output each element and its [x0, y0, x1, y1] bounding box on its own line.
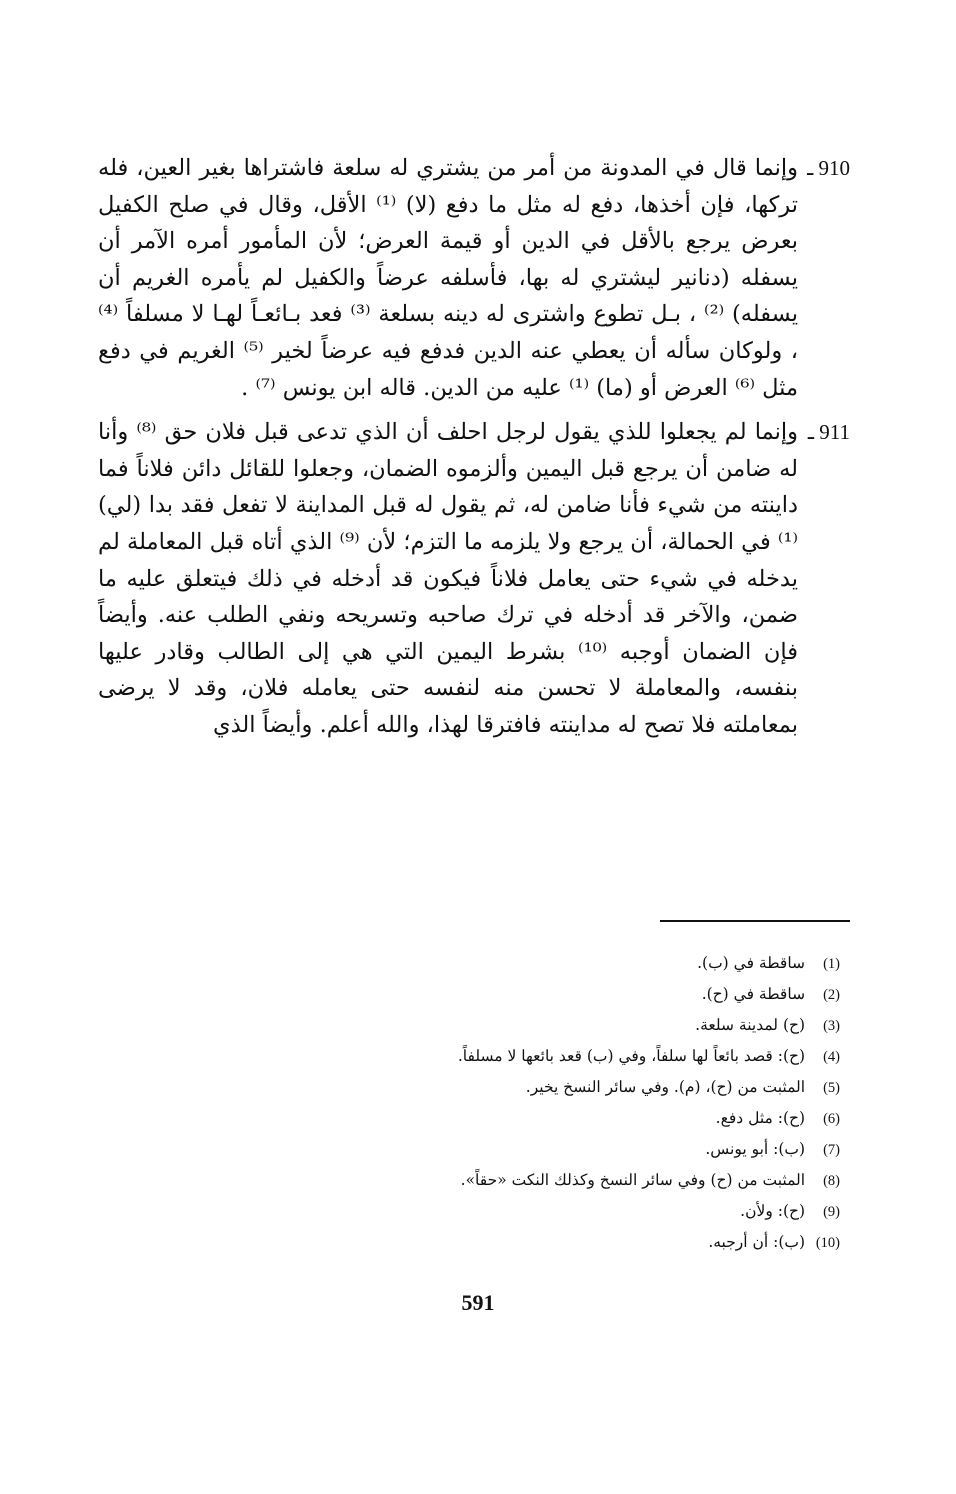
paragraph-text: وإنما قال في المدونة من أمر من يشتري له سلعة فاشتراها بغير العين، فله تركها، فإن أخذها، دفع له مثل ما دفع (لا) ⁽¹⁾ الأقل، وقال في صلح الكفيل بعرض يرجع بالأقل في الدين أو قيمة العرض؛ لأن المأمور أمره الآمر أن يسفله (دنانير ليشتري له بها، فأسلفه عرضاً والكفيل لم يأمره الغريم أن يسفله) ⁽²⁾ ، بـل تطوع واشترى له دينه بسلعة ⁽³⁾ فعد بـائعـاً لهـا لا مسلفاً ⁽⁴⁾ ، ولوكان سأله أن يعطي عنه الدين فدفع فيه عرضاً لخير ⁽⁵⁾ الغريم في دفع مثل ⁽⁶⁾ العرض أو (ما) ⁽¹⁾ عليه من الدين. قاله ابن يونس ⁽⁷⁾ . — [98, 155, 799, 401]
footnote-text: ساقطة في (ح). — [701, 985, 806, 1003]
footnote — [300, 948, 840, 979]
footnote — [300, 1196, 840, 1227]
footnote — [300, 1041, 840, 1072]
footnote-number: (3) — [823, 1018, 840, 1034]
footnote-text: (ح) لمدينة سلعة. — [695, 1016, 806, 1034]
footnote-number: (6) — [823, 1111, 840, 1127]
footnote-text: المثبت من (ح) وفي سائر النسخ وكذلك النكت «حقاً». — [460, 1171, 806, 1189]
footnote-number: (10) — [815, 1235, 840, 1251]
footnote-text: (ح): مثل دفع. — [715, 1109, 806, 1127]
footnote-divider — [660, 920, 850, 922]
paragraph-910 — [98, 150, 850, 406]
paragraph-911 — [98, 414, 850, 743]
footnote-number: (8) — [823, 1173, 840, 1189]
footnote — [300, 979, 840, 1010]
footnote — [300, 1010, 840, 1041]
footnote-number: (1) — [823, 956, 840, 972]
main-text — [98, 150, 850, 752]
paragraph-text: وإنما لم يجعلوا للذي يقول لرجل احلف أن الذي تدعى قبل فلان حق ⁽⁸⁾ وأنا له ضامن أن يرجع قبل اليمين وألزموه الضمان، وجعلوا للقائل دائن فلاناً فما داينته من شيء فأنا ضامن له، ثم يقول له قبل المداينة لا تفعل فقد بدا (لي) ⁽¹⁾ في الحمالة، أن يرجع ولا يلزمه ما التزم؛ لأن ⁽⁹⁾ الذي أتاه قبل المعاملة لم يدخله في شيء حتى يعامل فلاناً فيكون قد أدخله في ذلك فيتعلق عليه ما ضمن، والآخر قد أدخله في ترك صاحبه وتسريحه ونفي الطلب عنه. وأيضاً فإن الضمان أوجبه ⁽¹⁰⁾ بشرط اليمين التي هي إلى الطالب وقادر عليها بنفسه، والمعاملة لا تحسن منه لنفسه حتى يعامله فلان، وقد لا يرضى بمعاملته فلا تصح له مداينته فافترقا لهذا، والله أعلم. وأيضاً الذي — [98, 419, 799, 738]
footnote-text: ساقطة في (ب). — [697, 954, 806, 972]
footnote-number: (2) — [823, 987, 840, 1003]
footnote — [300, 1134, 840, 1165]
paragraph-number: 910 ـ — [807, 156, 850, 180]
footnote — [300, 1103, 840, 1134]
page-number: 591 — [461, 1290, 495, 1315]
footnote-text: (ب): أن أرجبه. — [708, 1233, 806, 1251]
footnote-text: (ح): قصد بائعاً لها سلفاً، وفي (ب) قعد بائعها لا مسلفاً. — [457, 1047, 806, 1065]
footnote-text: (ب): أبو يونس. — [705, 1140, 806, 1158]
footnote-number: (4) — [823, 1049, 840, 1065]
footnote-number: (7) — [823, 1142, 840, 1158]
footnote-text: (ح): ولأن. — [740, 1202, 806, 1220]
footnote-text: المثبت من (ح)، (م). وفي سائر النسخ يخير. — [525, 1078, 806, 1096]
footnote — [300, 1227, 840, 1258]
paragraph-number: 911 ـ — [807, 420, 850, 445]
footnote-number: (5) — [823, 1080, 840, 1096]
footnote — [300, 1165, 840, 1196]
footnote — [300, 1072, 840, 1103]
footnotes-list — [300, 948, 840, 1258]
footnote-number: (9) — [823, 1204, 840, 1220]
